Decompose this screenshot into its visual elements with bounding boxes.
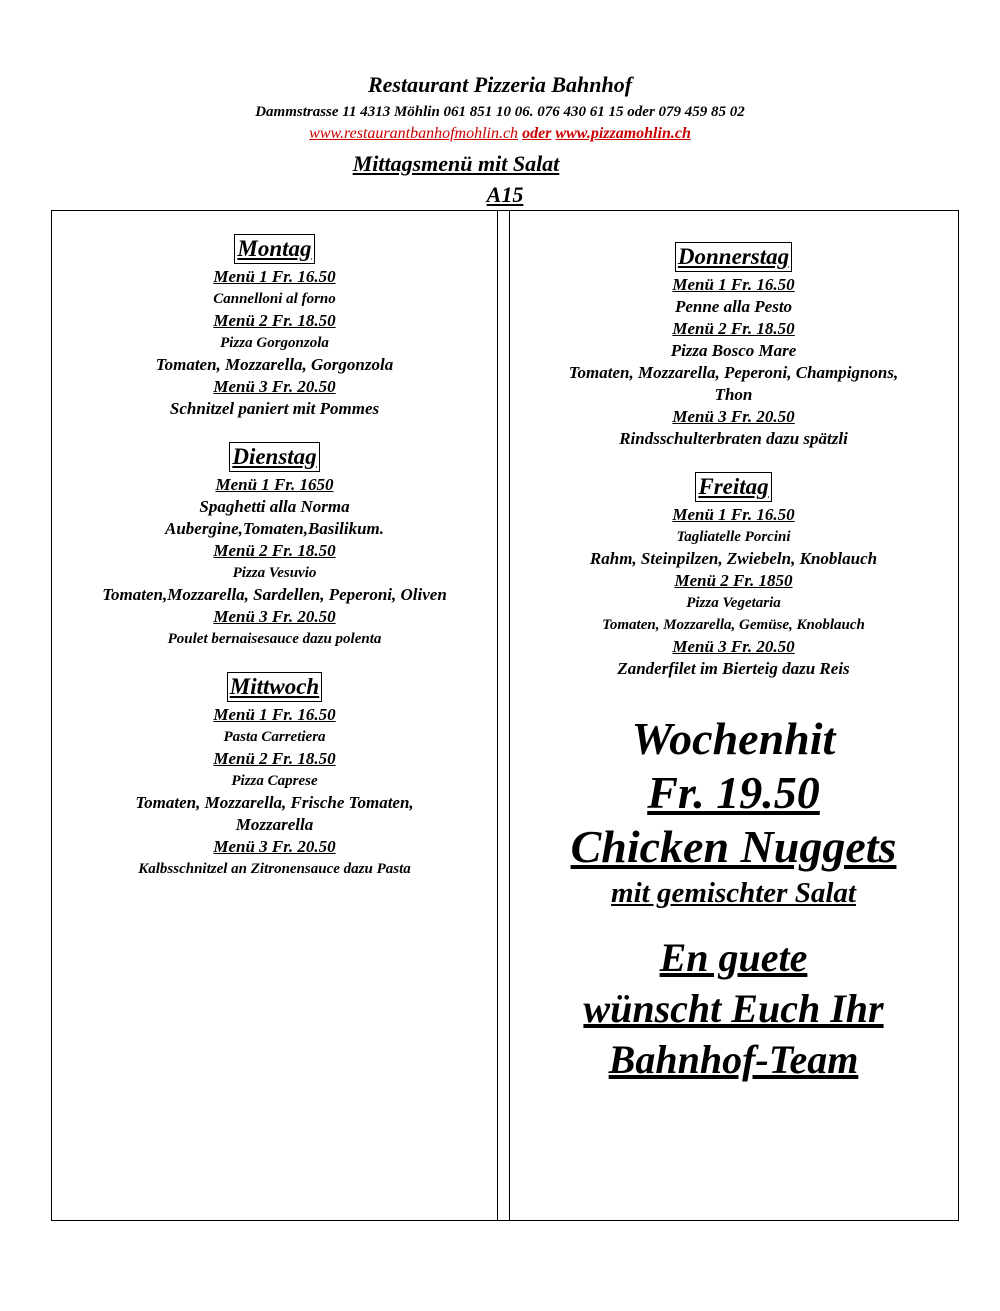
column-divider <box>497 210 498 1221</box>
menu-2-label: Menü 2 Fr. 18.50 <box>672 319 795 338</box>
right-column <box>510 242 957 1085</box>
day-montag <box>52 234 497 420</box>
website-line <box>0 125 1000 143</box>
closing-message <box>510 932 957 1085</box>
menu-2-toppings: Thon <box>714 385 753 404</box>
menu-2-toppings: Mozzarella <box>235 815 314 834</box>
wochenhit-dish: Chicken Nuggets <box>570 821 897 872</box>
menu-2-dish: Pizza Vesuvio <box>232 565 317 581</box>
menu-2-label: Menü 2 Fr. 18.50 <box>213 749 336 768</box>
menu-1-toppings: Aubergine,Tomaten,Basilikum. <box>165 519 384 538</box>
day-donnerstag <box>510 242 957 450</box>
day-title: Dienstag <box>229 442 319 472</box>
menu-2-label: Menü 2 Fr. 18.50 <box>213 541 336 560</box>
closing-line-1: En guete <box>659 935 808 980</box>
menu-2-dish: Pizza Gorgonzola <box>220 335 329 351</box>
menu-1-label: Menü 1 Fr. 1650 <box>215 475 334 494</box>
menu-3-dish: Poulet bernaisesauce dazu polenta <box>167 631 382 647</box>
menu-1-toppings: Rahm, Steinpilzen, Zwiebeln, Knoblauch <box>589 549 878 568</box>
menu-3-label: Menü 3 Fr. 20.50 <box>213 607 336 626</box>
day-title: Mittwoch <box>227 672 322 702</box>
closing-line-2: wünscht Euch Ihr <box>583 986 884 1031</box>
menu-2-toppings: Tomaten, Mozzarella, Gorgonzola <box>155 355 394 374</box>
menu-3-dish: Zanderfilet im Bierteig dazu Reis <box>617 659 850 678</box>
menu-2-dish: Pizza Caprese <box>231 773 318 789</box>
menu-3-dish: Schnitzel paniert mit Pommes <box>169 399 380 418</box>
website-link-1[interactable]: www.restaurantbanhofmohlin.ch <box>309 125 519 142</box>
wochenhit-block <box>510 712 957 912</box>
menu-3-label: Menü 3 Fr. 20.50 <box>213 377 336 396</box>
wochenhit-side: mit gemischter Salat <box>611 877 856 909</box>
menu-3-label: Menü 3 Fr. 20.50 <box>672 407 795 426</box>
menu-2-label: Menü 2 Fr. 1850 <box>674 571 793 590</box>
website-separator: oder <box>522 125 552 142</box>
menu-3-dish: Rindsschulterbraten dazu spätzli <box>619 429 848 448</box>
menu-1-dish: Pasta Carretiera <box>223 729 326 745</box>
day-title: Montag <box>234 234 314 264</box>
menu-2-toppings: Tomaten, Mozzarella, Gemüse, Knoblauch <box>602 617 865 633</box>
menu-1-label: Menü 1 Fr. 16.50 <box>672 505 795 524</box>
menu-2-toppings: Tomaten,Mozzarella, Sardellen, Peperoni, Oliven <box>102 585 447 604</box>
closing-line-3: Bahnhof-Team <box>608 1037 859 1082</box>
day-mittwoch <box>52 672 497 880</box>
menu-title: Mittagsmenü mit Salat <box>352 151 560 176</box>
menu-2-toppings: Tomaten, Mozzarella, Frische Tomaten, <box>135 793 414 812</box>
day-title: Freitag <box>695 472 771 502</box>
menu-3-dish: Kalbsschnitzel an Zitronensauce dazu Pasta <box>138 861 411 877</box>
restaurant-name: Restaurant Pizzeria Bahnhof <box>367 72 633 97</box>
menu-3-label: Menü 3 Fr. 20.50 <box>213 837 336 856</box>
day-title: Donnerstag <box>675 242 792 272</box>
menu-1-dish: Tagliatelle Porcini <box>676 529 791 545</box>
wochenhit-title: Wochenhit <box>631 713 836 764</box>
website-link-2[interactable]: www.pizzamohlin.ch <box>555 125 691 142</box>
menu-2-label: Menü 2 Fr. 18.50 <box>213 311 336 330</box>
menu-code: A15 <box>486 182 524 207</box>
left-column <box>52 234 497 880</box>
menu-2-dish: Pizza Vegetaria <box>686 595 781 611</box>
menu-2-toppings: Tomaten, Mozzarella, Peperoni, Champignons, <box>568 363 899 382</box>
menu-1-label: Menü 1 Fr. 16.50 <box>672 275 795 294</box>
menu-1-dish: Penne alla Pesto <box>674 297 793 316</box>
menu-1-label: Menü 1 Fr. 16.50 <box>213 267 336 286</box>
menu-3-label: Menü 3 Fr. 20.50 <box>672 637 795 656</box>
menu-2-dish: Pizza Bosco Mare <box>670 341 797 360</box>
wochenhit-price: Fr. 19.50 <box>647 767 820 818</box>
menu-1-dish: Spaghetti alla Norma <box>199 497 350 516</box>
menu-1-label: Menü 1 Fr. 16.50 <box>213 705 336 724</box>
day-dienstag <box>52 442 497 650</box>
restaurant-address: Dammstrasse 11 4313 Möhlin 061 851 10 06. 076 430 61 15 oder 079 459 85 02 <box>255 104 745 120</box>
day-freitag <box>510 472 957 680</box>
menu-1-dish: Cannelloni al forno <box>213 291 336 307</box>
